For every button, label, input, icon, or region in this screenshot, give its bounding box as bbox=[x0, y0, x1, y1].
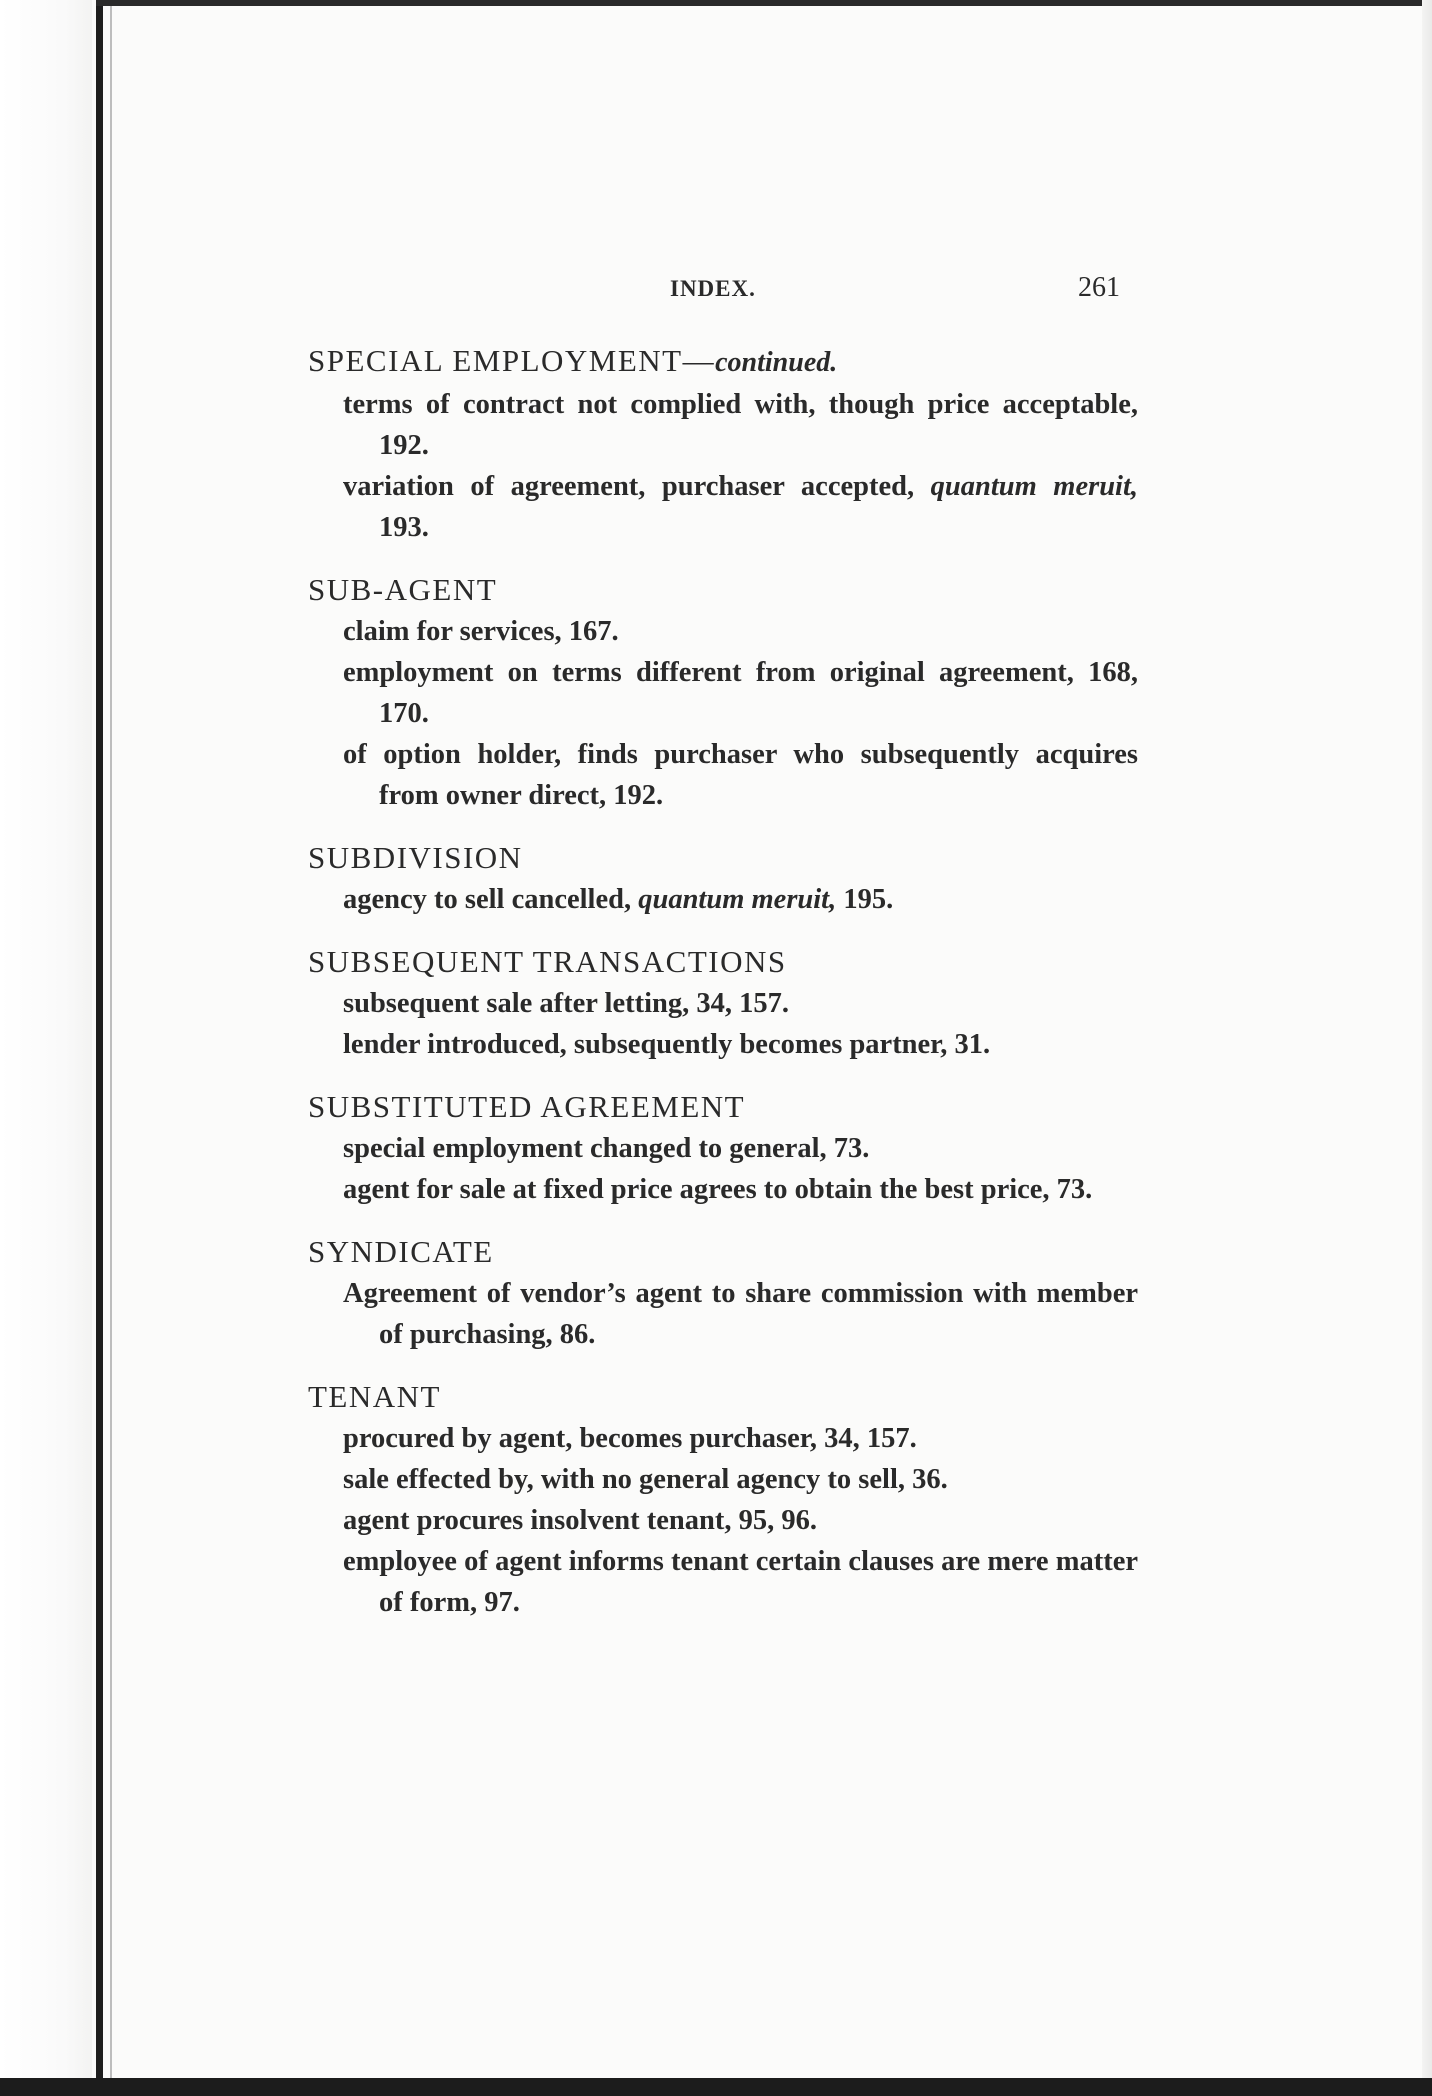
index-subentry bbox=[308, 611, 1138, 652]
subentry-text: 193. bbox=[379, 512, 429, 543]
subentry-text: employment on terms different from original agreement, 168, 170. bbox=[343, 657, 1138, 729]
index-subentry bbox=[308, 1128, 1138, 1169]
index-entry bbox=[308, 1086, 1138, 1210]
subentry-text: Agreement of vendor’s agent to share commission with member of purchasing, 86. bbox=[343, 1278, 1138, 1350]
index-heading-text: SUBSTITUTED AGREEMENT bbox=[308, 1089, 746, 1124]
subentry-italic-text: quantum meruit, bbox=[638, 884, 837, 915]
subentry-text: agency to sell cancelled, bbox=[343, 884, 639, 915]
index-subentry bbox=[308, 1418, 1138, 1459]
running-head-title: INDEX. bbox=[670, 276, 756, 301]
index-heading-text: SUBDIVISION bbox=[308, 840, 523, 875]
index-entry bbox=[308, 340, 1138, 548]
subentry-text: of option holder, finds purchaser who subsequently acquires from owner direct, 192. bbox=[343, 739, 1138, 811]
index-subentry bbox=[308, 1273, 1138, 1355]
index-subentry bbox=[308, 1500, 1138, 1541]
index-heading bbox=[308, 1086, 1138, 1128]
index-heading bbox=[308, 837, 1138, 879]
subentry-text: terms of contract not complied with, though price acceptable, 192. bbox=[343, 389, 1138, 461]
subentry-text: 195. bbox=[836, 884, 894, 915]
index-entry bbox=[308, 941, 1138, 1065]
index-subentry bbox=[308, 1541, 1138, 1623]
index-heading-text: SPECIAL EMPLOYMENT— bbox=[308, 343, 716, 378]
index-heading-text: TENANT bbox=[308, 1379, 441, 1414]
index-subentry bbox=[308, 384, 1138, 466]
index-subentry bbox=[308, 1024, 1138, 1065]
subentry-text: agent procures insolvent tenant, 95, 96. bbox=[343, 1505, 817, 1536]
subentry-text: agent for sale at fixed price agrees to obtain the best price, 73. bbox=[343, 1174, 1093, 1205]
running-head bbox=[600, 272, 1120, 312]
page-number: 261 bbox=[1078, 272, 1120, 303]
subentry-text: subsequent sale after letting, 34, 157. bbox=[343, 988, 789, 1019]
subentry-text: special employment changed to general, 73. bbox=[343, 1133, 870, 1164]
subentry-italic-text: quantum meruit, bbox=[930, 471, 1139, 502]
index-entry bbox=[308, 569, 1138, 816]
index-heading-text: SUB-AGENT bbox=[308, 572, 498, 607]
index-entry bbox=[308, 837, 1138, 920]
subentry-text: variation of agreement, purchaser accepted, bbox=[343, 471, 931, 502]
index-subentry bbox=[308, 652, 1138, 734]
index-list bbox=[308, 340, 1138, 1644]
index-heading bbox=[308, 340, 1138, 384]
index-subentry bbox=[308, 983, 1138, 1024]
subentry-text: procured by agent, becomes purchaser, 34, 157. bbox=[343, 1423, 917, 1454]
subentry-text: employee of agent informs tenant certain clauses are mere matter of form, 97. bbox=[343, 1546, 1138, 1618]
index-heading-text: SYNDICATE bbox=[308, 1234, 494, 1269]
index-subentry bbox=[308, 734, 1138, 816]
index-heading bbox=[308, 1376, 1138, 1418]
index-heading bbox=[308, 941, 1138, 983]
index-entry bbox=[308, 1376, 1138, 1623]
index-subentry bbox=[308, 879, 1138, 920]
index-heading-text: SUBSEQUENT TRANSACTIONS bbox=[308, 944, 787, 979]
index-heading-continued: continued. bbox=[715, 347, 838, 378]
index-entry bbox=[308, 1231, 1138, 1355]
subentry-text: claim for services, 167. bbox=[343, 616, 619, 647]
index-subentry bbox=[308, 1459, 1138, 1500]
index-subentry bbox=[308, 466, 1138, 548]
index-heading bbox=[308, 1231, 1138, 1273]
index-subentry bbox=[308, 1169, 1138, 1210]
subentry-text: sale effected by, with no general agency to sell, 36. bbox=[343, 1464, 948, 1495]
index-heading bbox=[308, 569, 1138, 611]
subentry-text: lender introduced, subsequently becomes partner, 31. bbox=[343, 1029, 991, 1060]
